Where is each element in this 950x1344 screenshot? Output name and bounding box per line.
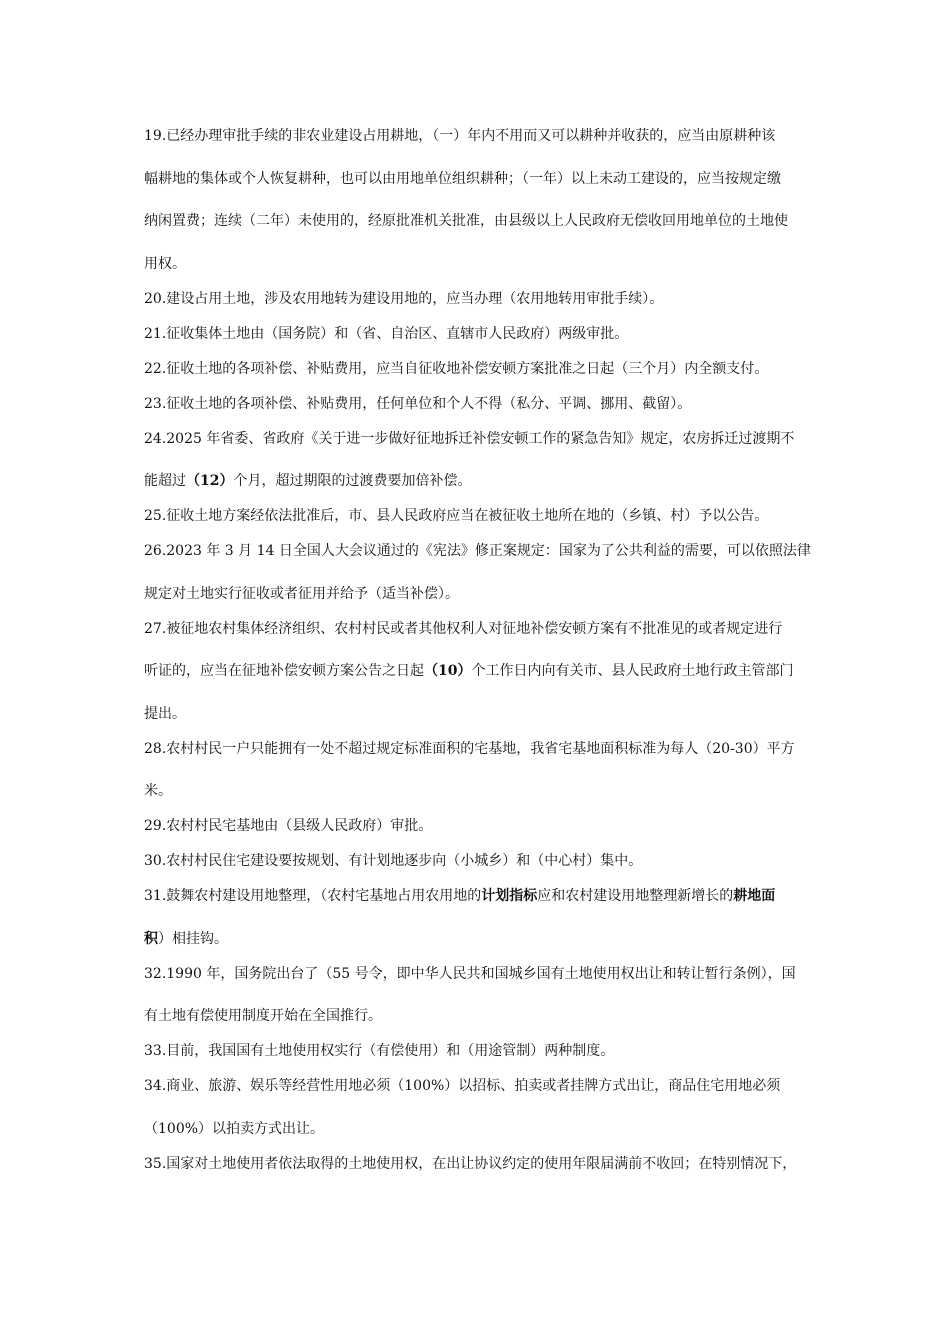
text-line xyxy=(144,737,816,780)
text-run: 21.征收集体土地由（国务院）和（省、自治区、直辖市人民政府）两级审批。 xyxy=(144,325,629,342)
text-line xyxy=(144,1152,816,1176)
text-run: 有土地有偿使用制度开始在全国推行。 xyxy=(144,1008,382,1024)
text-line xyxy=(144,1074,816,1117)
text-run: 提出。 xyxy=(144,705,186,722)
text-run: 米。 xyxy=(144,783,172,799)
text-run: 规定对土地实行征收或者征用并给予（适当补偿）。 xyxy=(144,585,459,602)
list-item xyxy=(144,124,816,276)
list-item xyxy=(144,287,816,311)
text-run: 28.农村村民一户只能拥有一处不超过规定标准面积的宅基地，我省宅基地面积标准为每人（20-30）平方 xyxy=(144,740,795,757)
text-line xyxy=(144,1004,816,1028)
text-line xyxy=(144,1039,816,1063)
text-run: 个月，超过期限的过渡费要加倍补偿。 xyxy=(233,473,472,489)
text-line xyxy=(144,962,816,1005)
text-run: 35.国家对土地使用者依法取得的土地使用权，在出让协议约定的使用年限届满前不收回；在特别情况下， xyxy=(144,1155,797,1172)
text-run: 22.征收土地的各项补偿、补贴费用，应当自征收地补偿安顿方案批准之日起（三个月）内全额支付。 xyxy=(144,360,769,377)
text-run: 纳闲置费；连续（二年）未使用的，经原批准机关批准，由县级以上人民政府无偿收回用地单位的土地使 xyxy=(144,213,788,229)
text-run: 23.征收土地的各项补偿、补贴费用，任何单位和个人不得（私分、平调、挪用、截留）。 xyxy=(144,395,692,412)
text-line xyxy=(144,252,816,276)
list-item xyxy=(144,1039,816,1063)
text-run: 27.被征地农村集体经济组织、农村村民或者其他权利人对征地补偿安顿方案有不批准见的或者规定进行 xyxy=(144,620,783,637)
text-line xyxy=(144,659,816,702)
bold-text: 积 xyxy=(144,930,158,947)
text-line xyxy=(144,124,816,167)
list-item xyxy=(144,322,816,346)
text-run: 个工作日内向有关市、县人民政府土地行政主管部门 xyxy=(471,663,794,679)
bold-text: （10） xyxy=(424,663,472,679)
text-run: 25.征收土地方案经依法批准后，市、县人民政府应当在被征收土地所在地的（乡镇、村）予以公告。 xyxy=(144,508,769,524)
text-line xyxy=(144,1117,816,1141)
text-run: 29.农村村民宅基地由（县级人民政府）审批。 xyxy=(144,818,433,834)
text-run: 26.2023 年 3 月 14 日全国人大会议通过的《宪法》修正案规定：国家为了公共利益的需要，可以依照法律 xyxy=(144,543,811,559)
text-line xyxy=(144,849,816,873)
text-run: 用权。 xyxy=(144,255,186,272)
bold-text: 耕地面 xyxy=(733,888,776,904)
list-item xyxy=(144,849,816,873)
text-run: 31.鼓舞农村建设用地整理，（农村宅基地占用农用地的 xyxy=(144,888,482,904)
text-line xyxy=(144,427,816,470)
text-run: ）相挂钩。 xyxy=(158,930,228,947)
text-line xyxy=(144,884,816,927)
text-line xyxy=(144,617,816,660)
list-item xyxy=(144,884,816,951)
text-run: （100%）以拍卖方式出让。 xyxy=(144,1120,325,1137)
list-item xyxy=(144,392,816,416)
text-run: 20.建设占用土地，涉及农用地转为建设用地的，应当办理（农用地转用审批手续）。 xyxy=(144,290,664,307)
list-item xyxy=(144,962,816,1029)
text-line xyxy=(144,814,816,838)
text-run: 33.目前，我国国有土地使用权实行（有偿使用）和（用途管制）两种制度。 xyxy=(144,1043,615,1059)
list-item xyxy=(144,539,816,606)
text-line xyxy=(144,504,816,528)
list-item xyxy=(144,504,816,528)
text-run: 应和农村建设用地整理新增长的 xyxy=(537,888,734,904)
text-line xyxy=(144,167,816,210)
text-line xyxy=(144,209,816,252)
text-line xyxy=(144,392,816,416)
list-item xyxy=(144,357,816,381)
text-line xyxy=(144,287,816,311)
bold-text: （12） xyxy=(186,473,234,489)
text-run: 30.农村村民住宅建设要按规划、有计划地逐步向（小城乡）和（中心村）集中。 xyxy=(144,853,643,869)
list-item xyxy=(144,617,816,726)
list-item xyxy=(144,737,816,804)
text-line xyxy=(144,779,816,803)
list-item xyxy=(144,1152,816,1176)
text-line xyxy=(144,357,816,381)
text-run: 34.商业、旅游、娱乐等经营性用地必须（100%）以招标、拍卖或者挂牌方式出让，商品住宅用地必须 xyxy=(144,1078,781,1094)
list-item xyxy=(144,814,816,838)
text-run: 19.已经办理审批手续的非农业建设占用耕地，（一）年内不用而又可以耕种并收获的，应当由原耕种该 xyxy=(144,128,776,144)
list-item xyxy=(144,1074,816,1141)
text-line xyxy=(144,322,816,346)
text-line xyxy=(144,582,816,606)
text-line xyxy=(144,927,816,951)
text-run: 能超过 xyxy=(144,473,186,489)
text-line xyxy=(144,702,816,726)
text-line xyxy=(144,469,816,493)
text-run: 幅耕地的集体或个人恢复耕种，也可以由用地单位组织耕种；（一年）以上未动工建设的，应当按规定缴 xyxy=(144,170,781,187)
document-body xyxy=(144,124,816,1187)
text-line xyxy=(144,539,816,582)
text-run: 听证的，应当在征地补偿安顿方案公告之日起 xyxy=(144,663,424,679)
text-run: 24.2025 年省委、省政府《关于进一步做好征地拆迁补偿安顿工作的紧急告知》规定，农房拆迁过渡期不 xyxy=(144,430,795,447)
list-item xyxy=(144,427,816,494)
text-run: 32.1990 年，国务院出台了（55 号令，即中华人民共和国城乡国有土地使用权出让和转让暂行条例），国 xyxy=(144,965,796,982)
bold-text: 计划指标 xyxy=(481,888,538,904)
